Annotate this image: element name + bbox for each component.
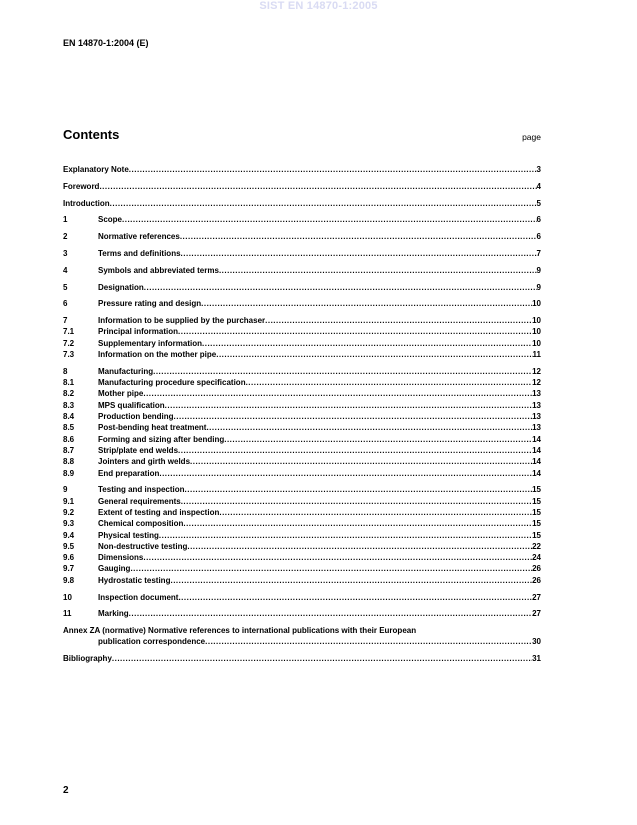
toc-entry-number: 7.1	[63, 327, 75, 337]
toc-page-number: 4	[536, 181, 541, 191]
leader-dots	[190, 456, 532, 467]
toc-entry[interactable]	[63, 377, 541, 388]
toc-entry-number: 9.1	[63, 496, 75, 506]
toc-entry-title: Extent of testing and inspection	[98, 507, 220, 517]
toc-entry-number: 5	[63, 282, 68, 292]
leader-dots	[144, 282, 537, 293]
leader-dots	[183, 518, 532, 529]
toc-entry-title: Post-bending heat treatment	[98, 423, 207, 433]
toc-entry[interactable]	[63, 456, 541, 467]
toc-entry-number: 4	[63, 265, 68, 275]
toc-entry-title: Explanatory Note	[63, 165, 129, 174]
toc-entry-title: Principal information	[98, 327, 179, 337]
toc-entry[interactable]	[63, 231, 541, 242]
toc-entry[interactable]	[63, 575, 541, 586]
toc-entry-title: Normative references	[98, 232, 180, 242]
toc-entry[interactable]	[63, 366, 541, 377]
toc-entry[interactable]	[63, 282, 541, 293]
toc-entry-number: 8.6	[63, 434, 75, 444]
toc-entry-title: Chemical composition	[98, 519, 184, 529]
toc-entry-bibliography[interactable]	[63, 653, 541, 664]
toc-entry-number: 8.8	[63, 457, 75, 467]
toc-entry-title: End preparation	[98, 468, 160, 478]
leader-dots	[122, 214, 537, 225]
toc-entry-number: 9.3	[63, 519, 75, 529]
toc-entry-title: General requirements	[98, 496, 181, 506]
toc-page-number: 13	[532, 389, 541, 399]
leader-dots	[159, 468, 532, 479]
toc-entry-number: 8.9	[63, 468, 75, 478]
leader-dots	[201, 298, 532, 309]
toc-page-number: 14	[532, 457, 541, 467]
toc-entry-number: 3	[63, 248, 68, 258]
annex-title-line2: publication correspondence	[98, 637, 206, 647]
leader-dots	[265, 315, 532, 326]
toc-page-number: 5	[536, 198, 541, 208]
toc-entry-title: Supplementary information	[98, 338, 203, 348]
toc-entry-title: Mother pipe	[98, 389, 144, 399]
annex-title-line2-row	[63, 636, 541, 647]
toc-page-number: 14	[532, 445, 541, 455]
leader-dots	[143, 388, 532, 399]
toc-entry-title: Non-destructive testing	[98, 541, 188, 551]
toc-entry[interactable]	[63, 388, 541, 399]
toc-entry-title: Jointers and girth welds	[98, 457, 191, 467]
toc-entry-title: Information to be supplied by the purchaser	[98, 316, 266, 326]
leader-dots	[170, 575, 532, 586]
toc-entry-number: 2	[63, 232, 68, 242]
toc-entry[interactable]	[63, 445, 541, 456]
toc-page-number: 12	[532, 366, 541, 376]
toc-entry[interactable]	[63, 326, 541, 337]
table-of-contents	[63, 164, 541, 664]
toc-entry-number: 9.4	[63, 530, 75, 540]
toc-page-number: 13	[532, 412, 541, 422]
leader-dots	[129, 164, 537, 175]
toc-entry-title: Strip/plate end welds	[98, 445, 179, 455]
toc-entry-number: 9.5	[63, 541, 75, 551]
leader-dots	[202, 338, 532, 349]
leader-dots	[143, 552, 532, 563]
page-title: Contents	[63, 127, 120, 142]
toc-entry-title: Scope	[98, 215, 123, 225]
toc-page-number: 10	[532, 316, 541, 326]
toc-entry[interactable]	[63, 400, 541, 411]
toc-entry-title: Inspection document	[98, 592, 179, 602]
toc-entry[interactable]	[63, 181, 541, 192]
toc-entry-number: 7	[63, 316, 68, 326]
leader-dots	[178, 326, 532, 337]
toc-page-number: 7	[536, 248, 541, 258]
toc-entry-number: 9	[63, 485, 68, 495]
toc-entry-title: Dimensions	[98, 553, 144, 563]
toc-entry-number: 8.3	[63, 400, 75, 410]
toc-entry[interactable]	[63, 298, 541, 309]
toc-entry-title: Terms and definitions	[98, 248, 181, 258]
toc-entry-title: Introduction	[63, 198, 110, 208]
leader-dots	[187, 541, 532, 552]
toc-page-number: 30	[532, 637, 541, 647]
toc-page-number: 13	[532, 423, 541, 433]
toc-entry-title: Foreword	[63, 181, 100, 191]
leader-dots	[178, 445, 532, 456]
toc-page-number: 10	[532, 338, 541, 348]
leader-dots	[130, 563, 532, 574]
leader-dots	[224, 434, 532, 445]
toc-entry-title: Information on the mother pipe	[98, 350, 217, 360]
toc-list	[63, 164, 541, 620]
toc-entry[interactable]	[63, 468, 541, 479]
toc-page-number: 14	[532, 468, 541, 478]
toc-entry-number: 8.5	[63, 423, 75, 433]
toc-page-number: 3	[536, 165, 541, 174]
toc-entry[interactable]	[63, 338, 541, 349]
toc-entry-title: Designation	[98, 282, 144, 292]
toc-entry-number: 6	[63, 299, 68, 309]
toc-entry-title: MPS qualification	[98, 400, 165, 410]
document-id: EN 14870-1:2004 (E)	[63, 38, 149, 48]
toc-entry-title: Physical testing	[98, 530, 159, 540]
toc-entry[interactable]	[63, 552, 541, 563]
toc-entry-title: Manufacturing procedure specification	[98, 378, 246, 388]
toc-page-number: 12	[532, 378, 541, 388]
toc-page-number: 10	[532, 327, 541, 337]
toc-entry-title: Symbols and abbreviated terms	[98, 265, 219, 275]
toc-entry-number: 11	[63, 609, 72, 619]
toc-entry[interactable]	[63, 411, 541, 422]
toc-page-number: 9	[536, 282, 541, 292]
toc-entry[interactable]	[63, 496, 541, 507]
toc-entry[interactable]	[63, 434, 541, 445]
leader-dots	[246, 377, 533, 388]
toc-entry-title: Hydrostatic testing	[98, 575, 171, 585]
toc-entry-number: 8.4	[63, 412, 75, 422]
toc-entry[interactable]	[63, 507, 541, 518]
toc-entry[interactable]	[63, 214, 541, 225]
toc-page-number: 11	[532, 350, 541, 360]
toc-page-number: 15	[532, 530, 541, 540]
annex-title-line1: Annex ZA (normative) Normative references to international publications with their European	[63, 626, 417, 636]
leader-dots	[112, 653, 532, 664]
toc-page-number: 15	[532, 519, 541, 529]
toc-page-number: 15	[532, 507, 541, 517]
leader-dots	[129, 608, 532, 619]
toc-page-number: 10	[532, 299, 541, 309]
toc-entry[interactable]	[63, 592, 541, 603]
toc-entry-annex-za[interactable]	[63, 625, 541, 648]
toc-entry-title: Pressure rating and design	[98, 299, 202, 309]
watermark: SIST EN 14870-1:2005	[259, 0, 378, 12]
toc-page-number: 6	[536, 232, 541, 242]
toc-entry[interactable]	[63, 484, 541, 495]
toc-entry-title: Manufacturing	[98, 366, 154, 376]
leader-dots	[206, 422, 532, 433]
leader-dots	[185, 484, 533, 495]
toc-entry-number: 8	[63, 366, 68, 376]
toc-entry-title: Production bending	[98, 412, 174, 422]
toc-page-number: 26	[532, 575, 541, 585]
toc-entry[interactable]	[63, 265, 541, 276]
leader-dots	[99, 181, 536, 192]
toc-page-number: 22	[532, 541, 541, 551]
leader-dots	[165, 400, 532, 411]
toc-page-number: 26	[532, 564, 541, 574]
toc-page-number: 13	[532, 400, 541, 410]
leader-dots	[216, 349, 532, 360]
toc-entry[interactable]	[63, 608, 541, 619]
toc-entry-title: Marking	[98, 609, 129, 619]
toc-page-number: 27	[532, 609, 541, 619]
leader-dots	[153, 366, 532, 377]
leader-dots	[181, 248, 537, 259]
toc-page-number: 15	[532, 485, 541, 495]
leader-dots	[219, 265, 537, 276]
leader-dots	[180, 231, 537, 242]
toc-entry[interactable]	[63, 530, 541, 541]
toc-entry-number: 7.3	[63, 350, 75, 360]
leader-dots	[159, 530, 532, 541]
toc-entry-number: 8.7	[63, 445, 75, 455]
toc-entry-number: 8.2	[63, 389, 75, 399]
toc-entry[interactable]	[63, 422, 541, 433]
toc-entry[interactable]	[63, 563, 541, 574]
leader-dots	[181, 496, 532, 507]
leader-dots	[205, 636, 532, 647]
toc-entry-number: 9.7	[63, 564, 75, 574]
toc-entry-title: Bibliography	[63, 654, 112, 664]
page-column-label: page	[522, 132, 541, 142]
leader-dots	[178, 592, 532, 603]
toc-page-number: 24	[532, 553, 541, 563]
leader-dots	[174, 411, 533, 422]
leader-dots	[110, 198, 537, 209]
toc-entry[interactable]	[63, 541, 541, 552]
toc-entry-number: 9.6	[63, 553, 75, 563]
toc-entry[interactable]	[63, 198, 541, 209]
toc-entry[interactable]	[63, 518, 541, 529]
page-number: 2	[63, 785, 69, 796]
toc-entry[interactable]	[63, 349, 541, 360]
toc-entry-number: 8.1	[63, 378, 75, 388]
toc-page-number: 15	[532, 496, 541, 506]
toc-entry-number: 10	[63, 592, 72, 602]
toc-entry-number: 9.2	[63, 507, 75, 517]
toc-page-number: 6	[536, 215, 541, 225]
toc-entry-number: 1	[63, 215, 68, 225]
toc-page-number: 31	[532, 654, 541, 664]
toc-entry-title: Testing and inspection	[98, 485, 185, 495]
toc-page-number: 14	[532, 434, 541, 444]
toc-entry-number: 9.8	[63, 575, 75, 585]
toc-entry[interactable]	[63, 164, 541, 175]
toc-entry-number: 7.2	[63, 338, 75, 348]
toc-entry[interactable]	[63, 248, 541, 259]
toc-page-number: 27	[532, 592, 541, 602]
toc-entry-title: Gauging	[98, 564, 131, 574]
toc-page-number: 9	[536, 265, 541, 275]
toc-entry-title: Forming and sizing after bending	[98, 434, 225, 444]
toc-entry[interactable]	[63, 315, 541, 326]
leader-dots	[219, 507, 532, 518]
